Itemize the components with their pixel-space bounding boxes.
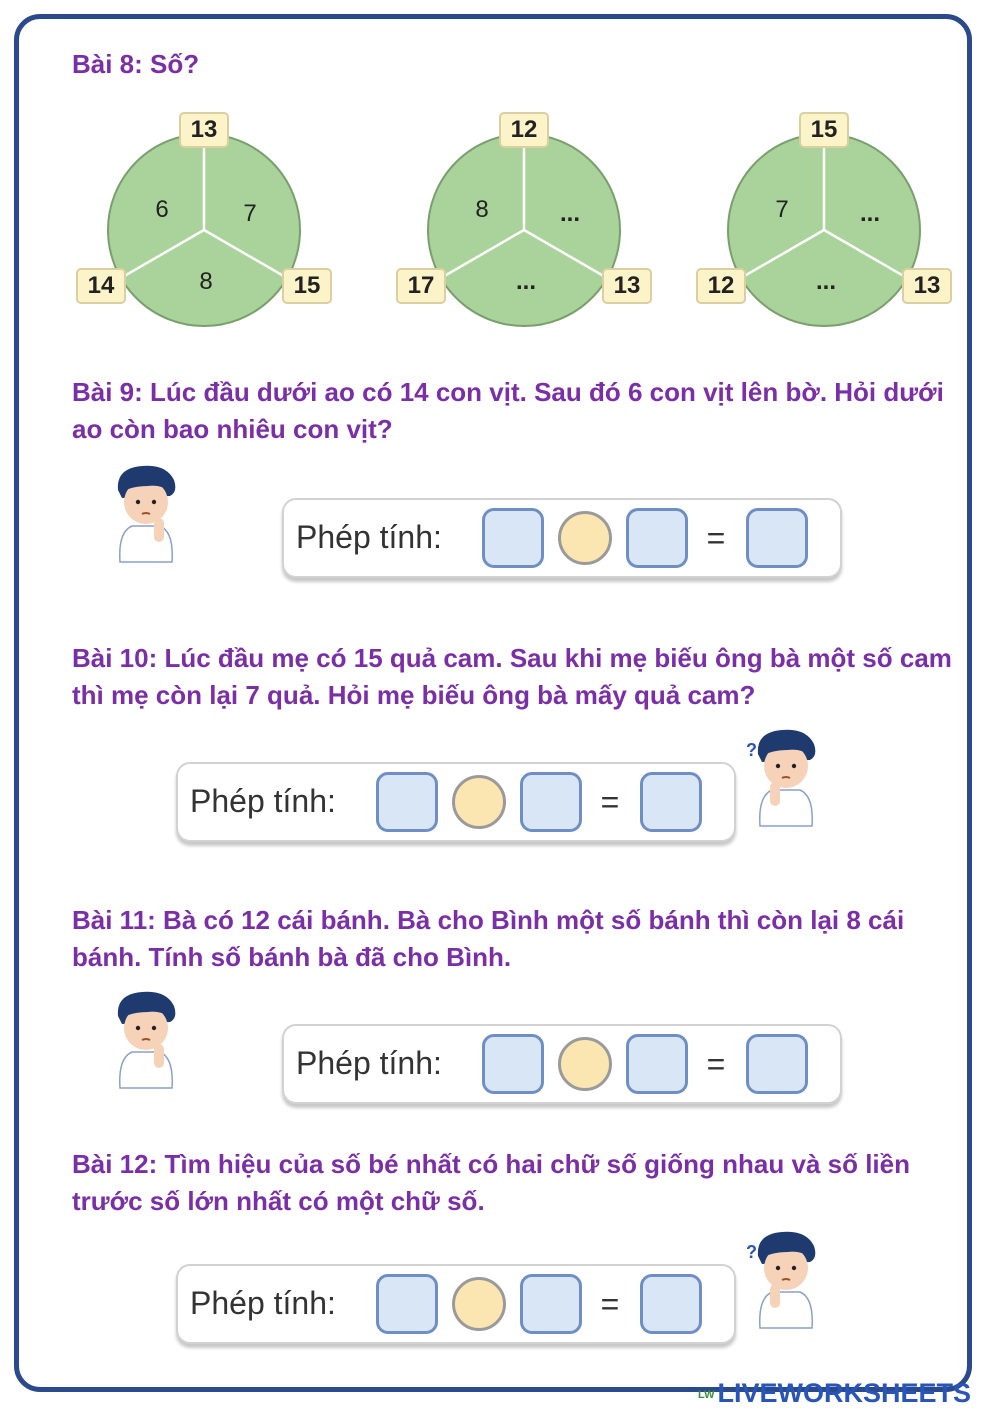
b10-question: Bài 10: Lúc đầu mẹ có 15 quả cam. Sau khi mẹ biếu ông bà một số cam thì mẹ còn lại 7 quả. Hỏi mẹ biếu ông bà mấy quả cam? bbox=[72, 643, 952, 710]
sector-left-value: 6 bbox=[155, 196, 169, 223]
operand-2-box[interactable] bbox=[626, 508, 688, 568]
logo-text: LIVEWORKSHEETS bbox=[717, 1378, 972, 1408]
result-box[interactable] bbox=[746, 508, 808, 568]
equals-sign: = bbox=[600, 1286, 620, 1322]
operand-1-input[interactable] bbox=[485, 511, 545, 567]
b9-question: Bài 9: Lúc đầu dưới ao có 14 con vịt. Sau đó 6 con vịt lên bờ. Hỏi dưới ao còn bao nhiêu con vịt? bbox=[72, 377, 944, 444]
b10-equation bbox=[176, 762, 736, 842]
operator-circle[interactable] bbox=[452, 1277, 506, 1331]
logo-mini: LW bbox=[698, 1388, 715, 1401]
result-input[interactable] bbox=[749, 1037, 809, 1093]
result-input[interactable] bbox=[643, 775, 703, 831]
thinking-boy-icon bbox=[108, 462, 184, 566]
operand-1-box[interactable] bbox=[482, 1034, 544, 1094]
right-number-box: 13 bbox=[902, 268, 952, 304]
sector-bottom-value: 8 bbox=[199, 268, 213, 295]
b8-title: Bài 8: Số? bbox=[72, 49, 200, 79]
operand-1-input[interactable] bbox=[379, 1277, 439, 1333]
operand-2-box[interactable] bbox=[520, 772, 582, 832]
operator-circle[interactable] bbox=[558, 1037, 612, 1091]
equals-sign: = bbox=[600, 784, 620, 820]
equation-label: Phép tính: bbox=[190, 1285, 336, 1321]
svg-text:?: ? bbox=[746, 740, 757, 760]
svg-text:?: ? bbox=[746, 1242, 757, 1262]
b12-equation bbox=[176, 1264, 736, 1344]
result-box[interactable] bbox=[640, 772, 702, 832]
result-input[interactable] bbox=[643, 1277, 703, 1333]
operand-1-box[interactable] bbox=[482, 508, 544, 568]
operand-2-box[interactable] bbox=[520, 1274, 582, 1334]
number-circle-1 bbox=[80, 112, 340, 332]
result-box[interactable] bbox=[640, 1274, 702, 1334]
number-circle-3 bbox=[700, 112, 960, 332]
operand-2-input[interactable] bbox=[523, 1277, 583, 1333]
operator-circle[interactable] bbox=[452, 775, 506, 829]
thinking-boy-icon bbox=[108, 988, 184, 1092]
operand-1-box[interactable] bbox=[376, 1274, 438, 1334]
sector-right-value: 7 bbox=[243, 200, 257, 227]
equals-sign: = bbox=[706, 520, 726, 556]
result-box[interactable] bbox=[746, 1034, 808, 1094]
left-number-box: 17 bbox=[396, 268, 446, 304]
sector-right-value[interactable]: ... bbox=[859, 200, 880, 227]
equation-label: Phép tính: bbox=[190, 783, 336, 819]
b12-question: Bài 12: Tìm hiệu của số bé nhất có hai chữ số giống nhau và số liền trước số lớn nhất có một chữ số. bbox=[72, 1149, 910, 1216]
equals-sign: = bbox=[706, 1046, 726, 1082]
right-number-box: 13 bbox=[602, 268, 652, 304]
equation-label: Phép tính: bbox=[296, 519, 442, 555]
operand-1-input[interactable] bbox=[379, 775, 439, 831]
b11-equation bbox=[282, 1024, 842, 1104]
operand-1-box[interactable] bbox=[376, 772, 438, 832]
number-circle-2 bbox=[400, 112, 660, 332]
sector-bottom-value[interactable]: ... bbox=[815, 268, 836, 295]
top-number-box: 13 bbox=[179, 112, 229, 148]
operator-circle[interactable] bbox=[558, 511, 612, 565]
right-number-box: 15 bbox=[282, 268, 332, 304]
left-number-box: 12 bbox=[696, 268, 746, 304]
thinking-boy-icon bbox=[744, 726, 820, 830]
top-number-box: 12 bbox=[499, 112, 549, 148]
b9-equation bbox=[282, 498, 842, 578]
liveworksheets-logo bbox=[698, 1378, 971, 1408]
left-number-box: 14 bbox=[76, 268, 126, 304]
b11-question: Bài 11: Bà có 12 cái bánh. Bà cho Bình một số bánh thì còn lại 8 cái bánh. Tính số bánh bà đã cho Bình. bbox=[72, 905, 905, 972]
result-input[interactable] bbox=[749, 511, 809, 567]
operand-1-input[interactable] bbox=[485, 1037, 545, 1093]
operand-2-box[interactable] bbox=[626, 1034, 688, 1094]
operand-2-input[interactable] bbox=[629, 1037, 689, 1093]
sector-left-value: 8 bbox=[475, 196, 489, 223]
operand-2-input[interactable] bbox=[629, 511, 689, 567]
operand-2-input[interactable] bbox=[523, 775, 583, 831]
sector-bottom-value[interactable]: ... bbox=[515, 268, 536, 295]
equation-label: Phép tính: bbox=[296, 1045, 442, 1081]
thinking-boy-icon bbox=[744, 1228, 820, 1332]
sector-right-value[interactable]: ... bbox=[559, 200, 580, 227]
top-number-box: 15 bbox=[799, 112, 849, 148]
sector-left-value: 7 bbox=[775, 196, 789, 223]
